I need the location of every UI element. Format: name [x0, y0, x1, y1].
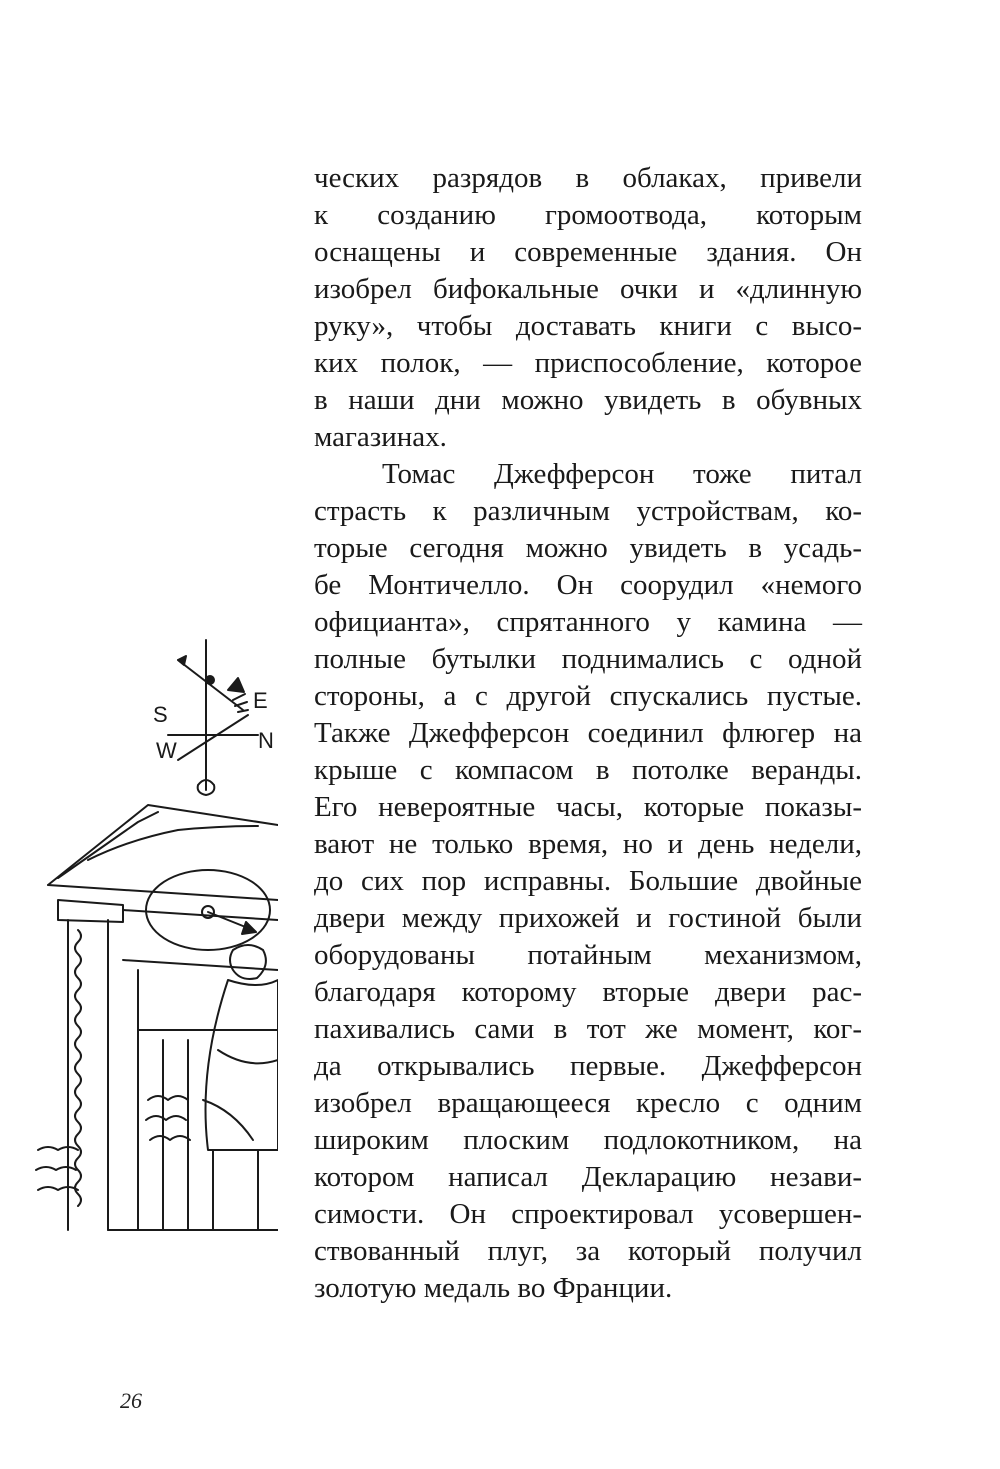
text-line: руку», чтобы доставать книги с высо-	[314, 310, 862, 342]
text-line: бе Монтичелло. Он соорудил «немого	[314, 569, 862, 601]
text-line: Также Джефферсон соединил флюгер на	[314, 717, 862, 749]
compass-letter-s: S	[153, 702, 168, 727]
figure-head	[230, 945, 266, 979]
text-line: оснащены и современные здания. Он	[314, 236, 862, 268]
text-line: к созданию громоотвода, которым	[314, 199, 862, 231]
text-line: страсть к различным устройствам, ко-	[314, 495, 862, 527]
text-line: оборудованы потайным механизмом,	[314, 939, 862, 971]
text-line: торые сегодня можно увидеть в усадь-	[314, 532, 862, 564]
roof-outline	[48, 805, 278, 885]
text-line: двери между прихожей и гостиной были	[314, 902, 862, 934]
compass-letter-e: E	[253, 688, 268, 713]
text-line: магазинах.	[314, 421, 447, 453]
compass-letter-n: N	[258, 728, 274, 753]
text-line: благодаря которому вторые двери рас-	[314, 976, 862, 1008]
text-line: котором написал Декларацию незави-	[314, 1161, 862, 1193]
text-line: ческих разрядов в облаках, привели	[314, 162, 862, 194]
text-line: изобрел бифокальные очки и «длинную	[314, 273, 862, 305]
compass-dial	[146, 870, 270, 950]
page-number: 26	[120, 1388, 142, 1413]
text-line: Его невероятные часы, которые показы-	[314, 791, 862, 823]
compass-letter-w: W	[156, 738, 177, 763]
text-line: широким плоским подлокотником, на	[314, 1124, 862, 1156]
text-line: ствованный плуг, за который получил	[314, 1235, 862, 1267]
text-line: симости. Он спроектировал усовершен-	[314, 1198, 862, 1230]
text-line: да открывались первые. Джефферсон	[314, 1050, 862, 1082]
text-line: до сих пор исправны. Большие двойные	[314, 865, 862, 897]
text-line: стороны, а с другой спускались пустые.	[314, 680, 862, 712]
text-line: вают не только время, но и день недели,	[314, 828, 862, 860]
text-line: официанта», спрятанного у камина —	[314, 606, 862, 638]
text-line: ких полок, — приспособление, которое	[314, 347, 862, 379]
text-line: в наши дни можно увидеть в обувных	[314, 384, 862, 416]
text-line: крыше с компасом в потолке веранды.	[314, 754, 862, 786]
text-line: золотую медаль во Франции.	[314, 1272, 673, 1304]
text-line: пахивались сами в тот же момент, ког-	[314, 1013, 862, 1045]
text-line: полные бутылки поднимались с одной	[314, 643, 862, 675]
body-text	[314, 160, 862, 1307]
paragraph-start-line: Томас Джефферсон тоже питал	[382, 458, 862, 490]
weathervane-illustration	[28, 630, 278, 1280]
text-line: изобрел вращающееся кресло с одним	[314, 1087, 862, 1119]
